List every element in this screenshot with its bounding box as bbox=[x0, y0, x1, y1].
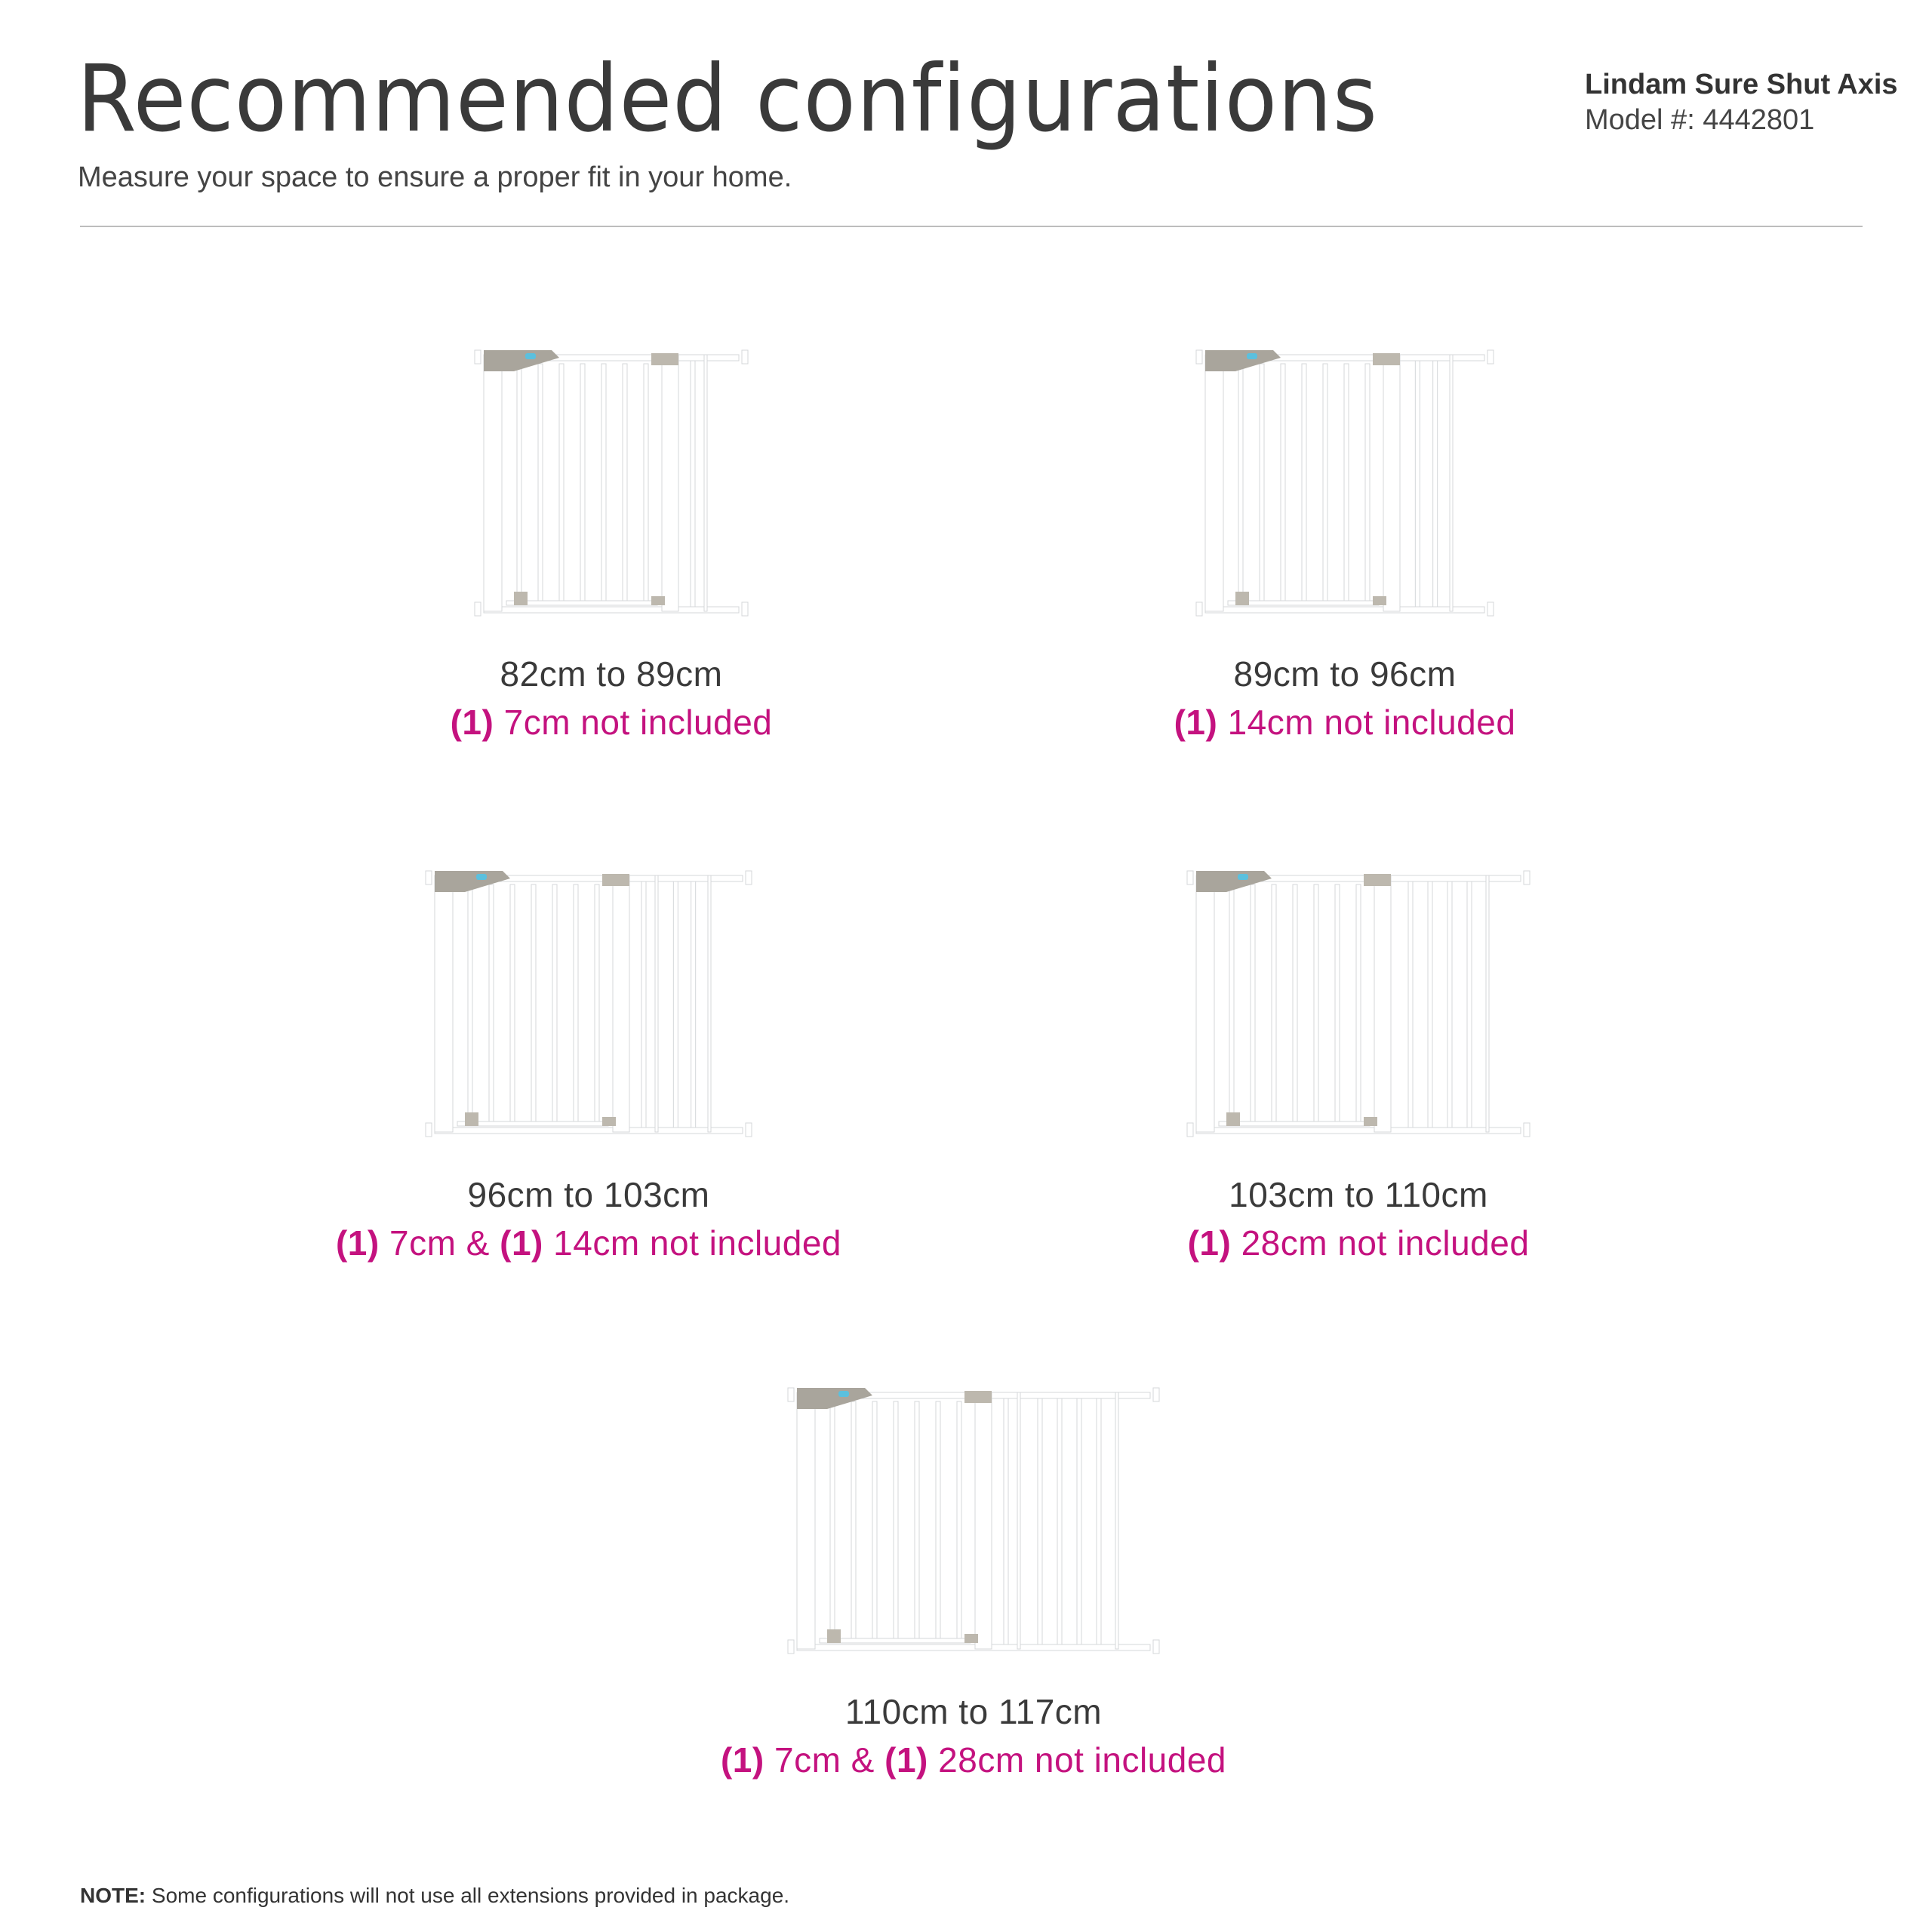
gate-mount bbox=[1487, 602, 1494, 616]
gate-latch bbox=[1373, 596, 1386, 605]
gate-mount bbox=[742, 350, 748, 364]
extension-edge bbox=[708, 875, 711, 1132]
gate-bar bbox=[894, 1401, 898, 1641]
gate-post bbox=[975, 1392, 992, 1649]
gate-bar bbox=[1314, 884, 1318, 1124]
gate-hinge bbox=[1373, 353, 1400, 365]
gate-post bbox=[613, 875, 629, 1132]
gate-mount bbox=[426, 871, 432, 884]
gate-bar bbox=[601, 364, 606, 604]
config-range: 96cm to 103cm bbox=[467, 1175, 710, 1214]
gate-mount bbox=[1187, 871, 1193, 884]
gate-bar bbox=[574, 884, 578, 1124]
gate-illustration bbox=[392, 845, 785, 1147]
extension-bar bbox=[1077, 1398, 1081, 1644]
gate-bar bbox=[1260, 364, 1264, 604]
extension-bar bbox=[1428, 881, 1432, 1128]
extension-qty: (1) bbox=[884, 1740, 928, 1780]
gate-mount bbox=[788, 1388, 794, 1401]
gate-illustration bbox=[445, 325, 777, 626]
extension-bar bbox=[1415, 361, 1420, 607]
gate-illustration bbox=[747, 1362, 1200, 1664]
gate-bottom-rail bbox=[797, 1644, 1150, 1651]
extension-text: 14cm not included bbox=[543, 1223, 842, 1263]
gate-mount bbox=[475, 350, 481, 364]
config-card bbox=[415, 325, 808, 740]
note-text: Some configurations will not use all extensions provided in package. bbox=[146, 1884, 790, 1907]
extension-edge bbox=[1115, 1392, 1118, 1649]
gate-bar bbox=[468, 884, 472, 1124]
gate-bar bbox=[559, 364, 564, 604]
gate-illustration bbox=[1147, 845, 1570, 1147]
extension-text: 14cm not included bbox=[1217, 703, 1516, 742]
gate-mount bbox=[1153, 1640, 1159, 1654]
config-extensions bbox=[679, 1740, 1268, 1780]
gate-door-rail bbox=[1228, 601, 1379, 605]
gate-bar bbox=[510, 884, 515, 1124]
gate-post bbox=[797, 1392, 815, 1649]
gate-bottom-rail bbox=[435, 1128, 743, 1134]
extension-bar bbox=[1433, 361, 1438, 607]
gate-bar bbox=[517, 364, 521, 604]
gate-mount bbox=[742, 602, 748, 616]
gate-bar bbox=[957, 1401, 961, 1641]
extension-edge bbox=[704, 355, 707, 611]
gate-indicator bbox=[1247, 353, 1257, 359]
gate-post bbox=[1374, 875, 1391, 1132]
header-divider bbox=[80, 226, 1863, 227]
gate-pedal bbox=[1226, 1112, 1240, 1126]
extension-qty: (1) bbox=[1187, 1223, 1232, 1263]
gate-mount bbox=[1153, 1388, 1159, 1401]
gate-handle bbox=[484, 350, 559, 371]
gate-door-rail bbox=[506, 601, 657, 605]
gate-bar bbox=[1238, 364, 1243, 604]
product-model: Model #: 4442801 bbox=[1585, 103, 1815, 136]
gate-mount bbox=[1196, 350, 1202, 364]
extension-edge bbox=[655, 875, 658, 1132]
gate-hinge bbox=[964, 1391, 992, 1403]
gate-hinge bbox=[1364, 874, 1391, 886]
extension-bar bbox=[641, 881, 646, 1128]
gate-mount bbox=[1524, 1123, 1530, 1137]
extension-bar bbox=[1408, 881, 1413, 1128]
gate-post bbox=[662, 355, 678, 611]
gate-indicator bbox=[476, 874, 487, 880]
gate-latch bbox=[1364, 1117, 1377, 1126]
extension-qty: (1) bbox=[450, 703, 494, 742]
gate-latch bbox=[602, 1117, 616, 1126]
gate-bar bbox=[489, 884, 494, 1124]
page-title: Recommended configurations bbox=[77, 45, 1378, 152]
gate-bar bbox=[595, 884, 599, 1124]
gate-pedal bbox=[827, 1629, 841, 1643]
gate-indicator bbox=[1238, 874, 1248, 880]
gate-post bbox=[1196, 875, 1214, 1132]
gate-mount bbox=[426, 1123, 432, 1137]
gate-mount bbox=[746, 871, 752, 884]
gate-pedal bbox=[465, 1112, 478, 1126]
gate-latch bbox=[964, 1634, 978, 1643]
gate-mount bbox=[1487, 350, 1494, 364]
gate-bottom-rail bbox=[484, 607, 739, 613]
gate-door-rail bbox=[457, 1121, 608, 1126]
extension-text: 7cm & bbox=[764, 1740, 885, 1780]
gate-mount bbox=[746, 1123, 752, 1137]
gate-pedal bbox=[1235, 592, 1249, 605]
gate-latch bbox=[651, 596, 665, 605]
extension-text: 7cm not included bbox=[494, 703, 773, 742]
note-label: NOTE: bbox=[80, 1884, 146, 1907]
gate-bar bbox=[1356, 884, 1361, 1124]
gate-handle bbox=[1196, 871, 1272, 892]
gate-bar bbox=[1344, 364, 1349, 604]
gate-mount bbox=[788, 1640, 794, 1654]
config-range: 110cm to 117cm bbox=[844, 1692, 1103, 1731]
config-range: 89cm to 96cm bbox=[1233, 654, 1457, 694]
gate-bar bbox=[1293, 884, 1297, 1124]
gate-post bbox=[484, 355, 502, 611]
config-extensions bbox=[317, 1223, 860, 1263]
gate-bar bbox=[915, 1401, 919, 1641]
gate-bar bbox=[580, 364, 585, 604]
gate-bar bbox=[936, 1401, 940, 1641]
gate-post bbox=[1383, 355, 1400, 611]
gate-door-rail bbox=[1219, 1121, 1370, 1126]
gate-post bbox=[435, 875, 453, 1132]
gate-handle bbox=[1205, 350, 1281, 371]
gate-bar bbox=[872, 1401, 877, 1641]
gate-bar bbox=[830, 1401, 835, 1641]
gate-illustration bbox=[1164, 325, 1526, 626]
extension-bar bbox=[691, 881, 696, 1128]
gate-bar bbox=[851, 1401, 856, 1641]
extension-qty: (1) bbox=[720, 1740, 764, 1780]
gate-bottom-rail bbox=[1196, 1128, 1521, 1134]
gate-pedal bbox=[514, 592, 528, 605]
extension-bar bbox=[1097, 1398, 1101, 1644]
gate-bar bbox=[538, 364, 543, 604]
gate-bar bbox=[1365, 364, 1370, 604]
config-card bbox=[1141, 325, 1549, 740]
gate-bar bbox=[644, 364, 648, 604]
gate-mount bbox=[1187, 1123, 1193, 1137]
config-range: 82cm to 89cm bbox=[500, 654, 723, 694]
config-extensions bbox=[1147, 1223, 1570, 1263]
gate-bar bbox=[1281, 364, 1285, 604]
extension-bar bbox=[673, 881, 678, 1128]
gate-bar bbox=[1302, 364, 1306, 604]
gate-hinge bbox=[602, 874, 629, 886]
extension-text: 28cm not included bbox=[1231, 1223, 1530, 1263]
gate-bar bbox=[1323, 364, 1327, 604]
config-extensions bbox=[415, 705, 808, 740]
extension-bar bbox=[691, 361, 695, 607]
extension-bar bbox=[1447, 881, 1452, 1128]
extension-edge bbox=[1450, 355, 1453, 611]
config-card bbox=[1147, 845, 1570, 1263]
product-name: Lindam Sure Shut Axis bbox=[1585, 69, 1898, 100]
extension-text: 28cm not included bbox=[928, 1740, 1227, 1780]
gate-post bbox=[1205, 355, 1223, 611]
gate-handle bbox=[797, 1388, 872, 1409]
config-card bbox=[317, 845, 860, 1263]
footnote bbox=[80, 1885, 789, 1906]
gate-mount bbox=[1524, 871, 1530, 884]
extension-qty: (1) bbox=[500, 1223, 543, 1263]
gate-bar bbox=[1272, 884, 1276, 1124]
extension-edge bbox=[1017, 1392, 1020, 1649]
page-subtitle: Measure your space to ensure a proper fit in your home. bbox=[78, 162, 792, 193]
extension-edge bbox=[1486, 875, 1489, 1132]
extension-qty: (1) bbox=[1174, 703, 1218, 742]
config-extensions bbox=[1141, 705, 1549, 740]
gate-bar bbox=[1251, 884, 1255, 1124]
gate-indicator bbox=[525, 353, 536, 359]
config-range: 103cm to 110cm bbox=[1229, 1175, 1488, 1214]
extension-bar bbox=[1057, 1398, 1062, 1644]
gate-bar bbox=[531, 884, 536, 1124]
gate-mount bbox=[1196, 602, 1202, 616]
gate-indicator bbox=[838, 1391, 849, 1397]
gate-mount bbox=[475, 602, 481, 616]
extension-bar bbox=[1038, 1398, 1042, 1644]
gate-bar bbox=[623, 364, 627, 604]
gate-bar bbox=[1335, 884, 1340, 1124]
gate-handle bbox=[435, 871, 510, 892]
extension-bar bbox=[1467, 881, 1472, 1128]
gate-bar bbox=[552, 884, 557, 1124]
gate-bar bbox=[1229, 884, 1234, 1124]
product-info bbox=[1585, 68, 1902, 138]
gate-hinge bbox=[651, 353, 678, 365]
extension-bar bbox=[1004, 1398, 1008, 1644]
extension-text: 7cm & bbox=[379, 1223, 500, 1263]
gate-door-rail bbox=[820, 1638, 971, 1643]
extension-qty: (1) bbox=[335, 1223, 380, 1263]
config-card bbox=[679, 1362, 1268, 1780]
gate-bottom-rail bbox=[1205, 607, 1484, 613]
